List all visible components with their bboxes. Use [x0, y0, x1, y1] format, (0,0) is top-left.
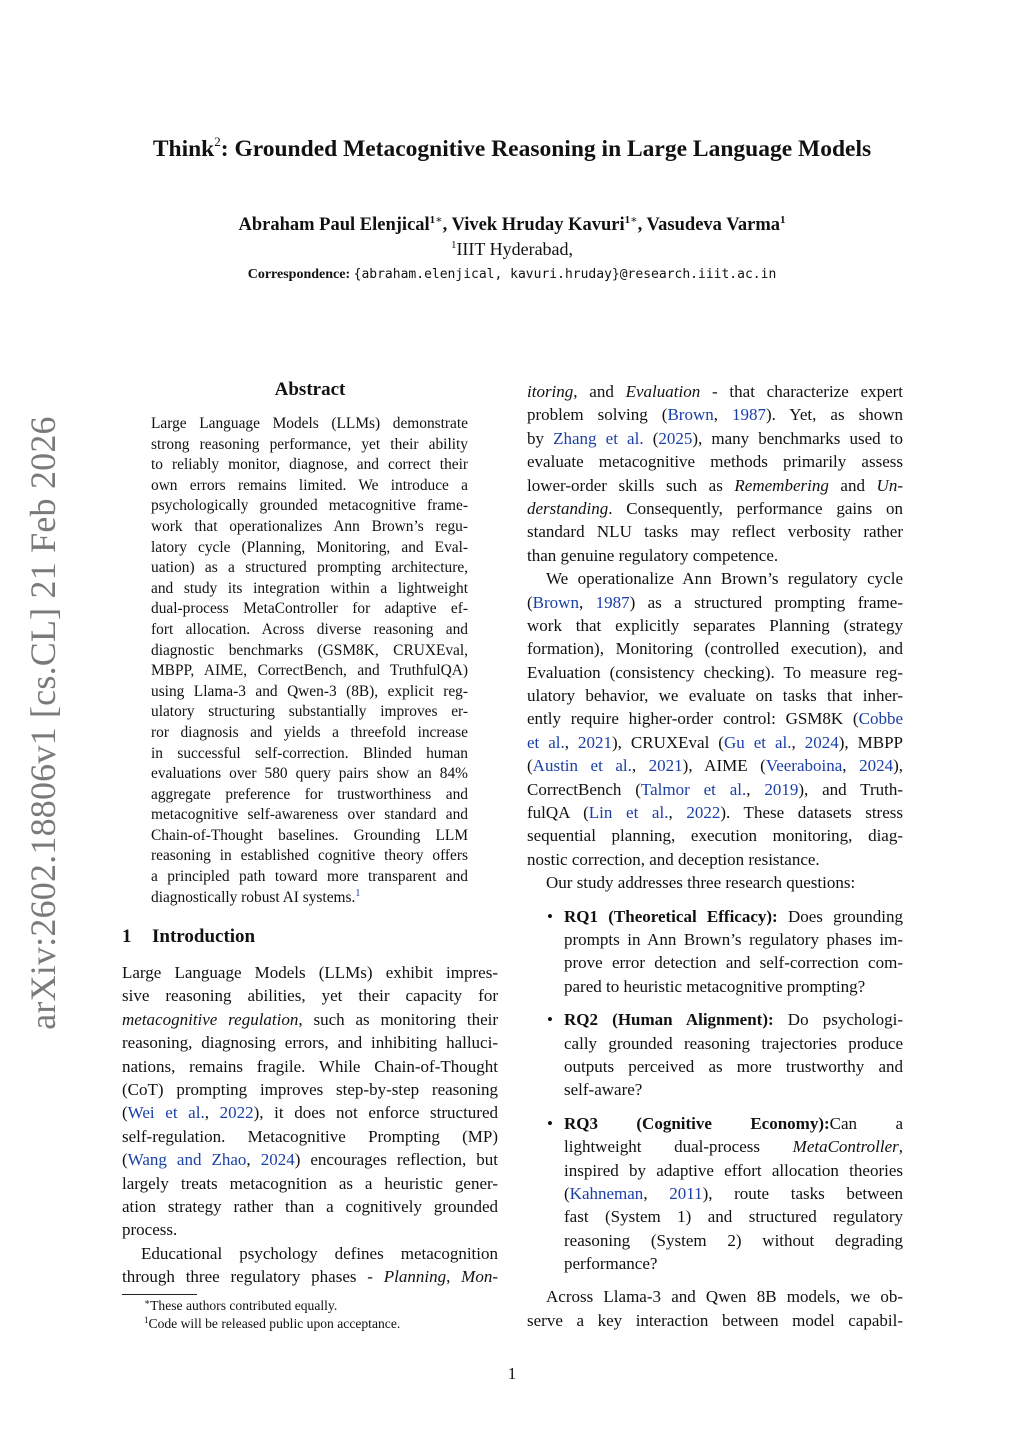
citation-link[interactable]: Zhang et al. — [553, 428, 644, 448]
arxiv-identifier: arXiv:2602.18806v1 [cs.CL] 21 Feb 2026 — [23, 416, 63, 1030]
text-run: , — [842, 756, 860, 776]
text-run: - that characterize expert — [700, 382, 904, 401]
abstract-line: a principled path toward more transparent and — [151, 868, 468, 886]
abstract-line: using Llama-3 and Qwen-3 (8B), explicit reg- — [151, 682, 468, 700]
abstract-line: work that operationalizes Ann Brown’s regu- — [151, 517, 468, 535]
text-run: ), it does not enforce structured — [253, 1103, 498, 1123]
body-line — [122, 1265, 498, 1288]
body-line — [527, 403, 903, 426]
abstract-line: diagnostic benchmarks (GSM8K, CRUXEval, — [151, 641, 468, 659]
body-line: largely treats metacognition as a heuristic gener- — [122, 1173, 498, 1193]
citation-link[interactable]: Austin et al. — [532, 756, 632, 776]
footnote-link[interactable]: 1 — [355, 887, 361, 899]
abstract-last-line — [151, 888, 468, 909]
text-run: , — [791, 732, 805, 752]
text-run: ). These datasets stress — [720, 803, 903, 823]
page-number: 1 — [507, 1364, 517, 1383]
citation-year-link[interactable]: 2019 — [764, 779, 799, 799]
body-line: reasoning, diagnosing errors, and inhibiting halluci- — [122, 1033, 498, 1053]
text-run: through three regulatory phases - — [122, 1267, 384, 1287]
body-line: prove error detection and self-correction com- — [564, 953, 903, 973]
rq-label: RQ1 (Theoretical Efficacy): — [564, 906, 778, 926]
text-run: , and — [573, 382, 626, 401]
body-line: formation), Monitoring (controlled execution), and — [527, 639, 903, 659]
body-line: Large Language Models (LLMs) exhibit impres- — [122, 963, 498, 982]
text-run: ( — [643, 428, 659, 448]
bullet-marker: • — [547, 1010, 553, 1030]
text-run: , — [204, 1103, 220, 1123]
body-line: ation strategy rather than a cognitively grounded — [122, 1196, 498, 1216]
body-line: work that explicitly separates Planning (strategy — [527, 615, 903, 635]
body-line — [122, 1101, 498, 1124]
correspondence-label: Correspondence: — [247, 267, 351, 282]
citation-link[interactable]: et al. — [527, 732, 565, 752]
citation-year-link[interactable]: 2011 — [669, 1183, 703, 1203]
abstract-line-text: diagnostically robust AI systems. — [151, 888, 356, 906]
italic-term: MetaController — [792, 1137, 899, 1157]
citation-link[interactable]: Veeraboina — [765, 756, 843, 776]
footnote-item — [144, 1297, 400, 1315]
text-run: and — [828, 475, 877, 495]
correspondence — [80, 264, 944, 286]
rq-label: RQ3 (Cognitive Economy): — [564, 1113, 830, 1133]
body-line: performance? — [564, 1254, 658, 1274]
body-line — [564, 1112, 903, 1135]
text-run: lightweight dual-process — [564, 1137, 793, 1157]
italic-term: metacognitive regulation — [122, 1009, 299, 1029]
body-line: self-aware? — [564, 1080, 643, 1100]
abstract-line: Chain-of-Thought baselines. Grounding LLM — [151, 826, 468, 844]
citation-year-link[interactable]: 2021 — [648, 756, 683, 776]
text-run: ( — [527, 756, 533, 776]
text-run: , — [631, 756, 649, 776]
body-line — [527, 497, 903, 520]
citation-link[interactable]: Wang and Zhao — [127, 1150, 247, 1170]
author-name: Vasudeva Varma — [646, 215, 780, 235]
body-line: evaluate metacognitive methods primarily assess — [527, 452, 903, 472]
italic-term: Mon- — [461, 1267, 498, 1287]
text-run: CorrectBench ( — [527, 779, 641, 799]
text-run: Does grounding — [777, 906, 903, 926]
text-run: , — [446, 1267, 462, 1287]
abstract-line: dual-process MetaController for adaptive ef- — [151, 600, 468, 618]
author-equal-mark: ∗ — [630, 214, 638, 226]
abstract-line: evaluations over 580 query pairs show an 84% — [151, 765, 468, 783]
citation-year-link[interactable]: 1987 — [595, 592, 630, 612]
author-affiliation: 1 — [780, 214, 786, 226]
text-run: , — [643, 1183, 670, 1203]
body-line — [527, 801, 903, 824]
body-line — [122, 1008, 498, 1031]
text-run: ( — [564, 1183, 570, 1203]
body-line: ulatory behavior, we evaluate on tasks that inher- — [527, 686, 903, 706]
text-run: , such as monitoring their — [298, 1009, 498, 1029]
abstract-line: own errors remains limited. We introduce a — [151, 476, 468, 494]
text-run: , — [746, 779, 765, 799]
citation-link[interactable]: Wei et al. — [127, 1103, 205, 1123]
body-line: Educational psychology defines metacognition — [141, 1243, 498, 1263]
text-run: ), many benchmarks used to — [692, 428, 904, 448]
text-run: Can a — [829, 1113, 903, 1133]
text-run: fulQA ( — [527, 803, 589, 823]
affiliation-mark: 1 — [450, 239, 457, 251]
text-run: ( — [122, 1103, 128, 1123]
citation-link[interactable]: Lin et al. — [588, 803, 669, 823]
italic-term: derstanding — [527, 498, 609, 518]
abstract-line: MBPP, AIME, CorrectBench, and TruthfulQA) — [151, 662, 468, 680]
abstract-line: ulatory structuring substantially improves er- — [151, 703, 468, 721]
body-line: sive reasoning abilities, yet their capacity for — [122, 986, 498, 1006]
citation-link[interactable]: Brown — [532, 592, 579, 612]
text-run: ), — [893, 756, 904, 776]
text-run: , — [713, 405, 732, 425]
text-run: ) encourages reflection, but — [294, 1150, 498, 1170]
text-run: ( — [527, 592, 533, 612]
footnote-mark: ∗ — [144, 1297, 151, 1307]
body-line: reasoning (System 2) without degrading — [564, 1230, 903, 1250]
body-line: pared to heuristic metacognitive prompting? — [564, 976, 866, 996]
footnote-mark: 1 — [144, 1315, 149, 1325]
abstract-line: strong reasoning performance, yet their ability — [151, 435, 468, 453]
text-run: ), AIME ( — [682, 756, 766, 776]
research-question-3 — [527, 1112, 903, 1276]
body-line — [527, 707, 903, 730]
affiliation — [80, 236, 944, 262]
italic-term: Remembering — [734, 475, 829, 495]
research-question-1 — [527, 905, 903, 999]
italic-term: Planning — [383, 1267, 447, 1287]
abstract-line: metacognitive self-awareness over standard and — [151, 806, 468, 824]
citation-link[interactable]: Cobbe — [858, 709, 903, 729]
text-run: . Consequently, performance gains on — [608, 498, 903, 518]
body-line: serve a key interaction between model capabil- — [527, 1310, 903, 1330]
abstract-line: reasoning in established cognitive theory offers — [151, 847, 468, 865]
footnote-divider — [122, 1294, 197, 1295]
body-line: sequential planning, execution monitoring, diag- — [527, 826, 903, 846]
abstract-body — [151, 414, 468, 908]
abstract-line: uation) as a structured prompting architecture, — [151, 559, 468, 577]
author-equal-mark: ∗ — [435, 214, 443, 226]
abstract-line: to reliably monitor, diagnose, and correct their — [151, 456, 468, 474]
body-line: outputs perceived as more trustworthy and — [564, 1056, 903, 1076]
body-line: than genuine regulatory competence. — [527, 545, 779, 565]
body-line — [527, 591, 903, 614]
body-line — [564, 1008, 903, 1031]
citation-year-link[interactable]: 2024 — [260, 1150, 295, 1170]
italic-term: itoring — [527, 382, 574, 401]
author-list: Abraham Paul Elenjical$^{1∗}$, Vivek Hruday Kavuri$^{1∗}$, Vasudeva Varma$^1$ — [238, 214, 786, 235]
body-line: self-regulation. Metacognitive Prompting (MP) — [122, 1126, 498, 1146]
body-line: prompts in Ann Brown’s regulatory phases im- — [564, 929, 903, 949]
citation-year-link[interactable]: 2024 — [859, 756, 894, 776]
body-line: cally grounded reasoning trajectories produce — [564, 1033, 903, 1053]
section-number: 1 — [122, 926, 132, 947]
body-line: nations, remains fragile. While Chain-of-Thought — [122, 1056, 498, 1076]
body-line — [564, 905, 903, 928]
text-run: by — [527, 428, 554, 448]
body-line: We operationalize Ann Brown’s regulatory cycle — [546, 569, 903, 589]
body-line: Across Llama-3 and Qwen 8B models, we ob- — [546, 1287, 903, 1307]
body-line — [527, 380, 903, 403]
italic-term: Evaluation — [625, 382, 701, 401]
body-line — [564, 1135, 903, 1158]
correspondence-emails: {abraham.elenjical, kavuri.hruday}@research.iiit.ac.in — [353, 267, 777, 282]
footnote-item — [144, 1315, 400, 1333]
footnotes — [144, 1297, 400, 1333]
abstract-line: psychologically grounded metacognitive frame- — [151, 497, 468, 515]
body-line — [527, 731, 903, 754]
body-line: standard NLU tasks may reflect verbosity rather — [527, 522, 903, 542]
italic-term: Un- — [876, 475, 903, 495]
body-line: Our study addresses three research questions: — [546, 873, 856, 893]
abstract-line: ror diagnosis and yields a threefold increase — [151, 723, 468, 741]
text-run: ), MBPP — [838, 732, 903, 752]
text-run: problem solving ( — [527, 405, 668, 425]
text-run: ( — [122, 1150, 128, 1170]
citation-year-link[interactable]: 2025 — [658, 428, 693, 448]
text-run: , — [668, 803, 687, 823]
abstract-line: Large Language Models (LLMs) demonstrate — [151, 415, 468, 432]
citation-year-link[interactable]: 1987 — [732, 405, 766, 425]
citation-year-link[interactable]: 2022 — [219, 1103, 254, 1123]
title-think: Think — [152, 136, 215, 162]
body-line — [564, 1182, 903, 1205]
author-affiliation: 1 — [624, 214, 631, 226]
text-run: , — [898, 1137, 903, 1157]
title-rest: : Grounded Metacognitive Reasoning in Large Language Models — [220, 136, 872, 162]
citation-year-link[interactable]: 2022 — [686, 803, 721, 823]
intro-left-column — [122, 961, 498, 1288]
text-run: ), CRUXEval ( — [612, 732, 724, 752]
author-name: Abraham Paul Elenjical — [238, 215, 430, 235]
text-run: lower-order skills such as — [527, 475, 735, 495]
body-line — [527, 754, 903, 777]
footnote-text: These authors contributed equally. — [150, 1298, 338, 1313]
text-run: ). Yet, as shown — [766, 405, 903, 425]
body-line — [527, 427, 903, 450]
abstract-line: and study its integration within a lightweight — [151, 579, 468, 597]
citation-link[interactable]: Brown — [667, 405, 714, 425]
text-run: ), and Truth- — [798, 779, 904, 799]
citation-year-link[interactable]: 2024 — [804, 732, 839, 752]
text-run: , — [578, 592, 596, 612]
citation-link[interactable]: Gu et al. — [723, 732, 792, 752]
body-line: nostic correction, and deception resistance. — [527, 849, 820, 869]
text-run: ently require higher-order control: GSM8K ( — [527, 709, 859, 729]
citation-year-link[interactable]: 2021 — [578, 732, 613, 752]
citation-link[interactable]: Talmor et al. — [640, 779, 747, 799]
abstract-heading: Abstract — [274, 379, 346, 400]
section-heading-introduction — [122, 924, 255, 950]
affiliation-text: IIIT Hyderabad, — [456, 239, 574, 259]
citation-link[interactable]: Kahneman — [569, 1183, 644, 1203]
research-question-2 — [527, 1008, 903, 1102]
right-column — [527, 380, 903, 1332]
title-superscript: 2 — [214, 134, 221, 149]
text-run: ) as a structured prompting frame- — [629, 592, 903, 612]
text-run: , — [246, 1150, 261, 1170]
bullet-marker: • — [547, 906, 553, 926]
body-line — [527, 778, 903, 801]
text-run: , — [564, 732, 579, 752]
paper-title — [80, 133, 944, 165]
section-title: Introduction — [152, 926, 256, 947]
abstract-line: fort allocation. Across diverse reasoning and — [151, 620, 468, 638]
author-name: Vivek Hruday Kavuri — [451, 215, 625, 235]
body-line — [122, 1148, 498, 1171]
abstract-line: aggregate preference for trustworthiness and — [151, 785, 468, 803]
body-line: fast (System 1) and structured regulatory — [564, 1207, 903, 1227]
abstract-line: latory cycle (Planning, Monitoring, and Eval- — [151, 538, 468, 556]
body-line: process. — [122, 1220, 178, 1240]
text-run: ), route tasks between — [702, 1183, 904, 1203]
footnote-text: Code will be released public upon acceptance. — [148, 1316, 401, 1331]
author-affiliation: 1 — [429, 214, 436, 226]
body-line: (CoT) prompting improves step-by-step reasoning — [122, 1079, 498, 1099]
abstract-line: in successful self-correction. Blinded human — [151, 744, 468, 762]
body-line — [527, 474, 903, 497]
rq-label: RQ2 (Human Alignment): — [564, 1010, 774, 1030]
text-run: Do psychologi- — [773, 1010, 904, 1030]
body-line: inspired by adaptive effort allocation theories — [564, 1160, 903, 1180]
bullet-marker: • — [547, 1113, 553, 1133]
body-line: Evaluation (consistency checking). To measure reg- — [527, 662, 903, 682]
